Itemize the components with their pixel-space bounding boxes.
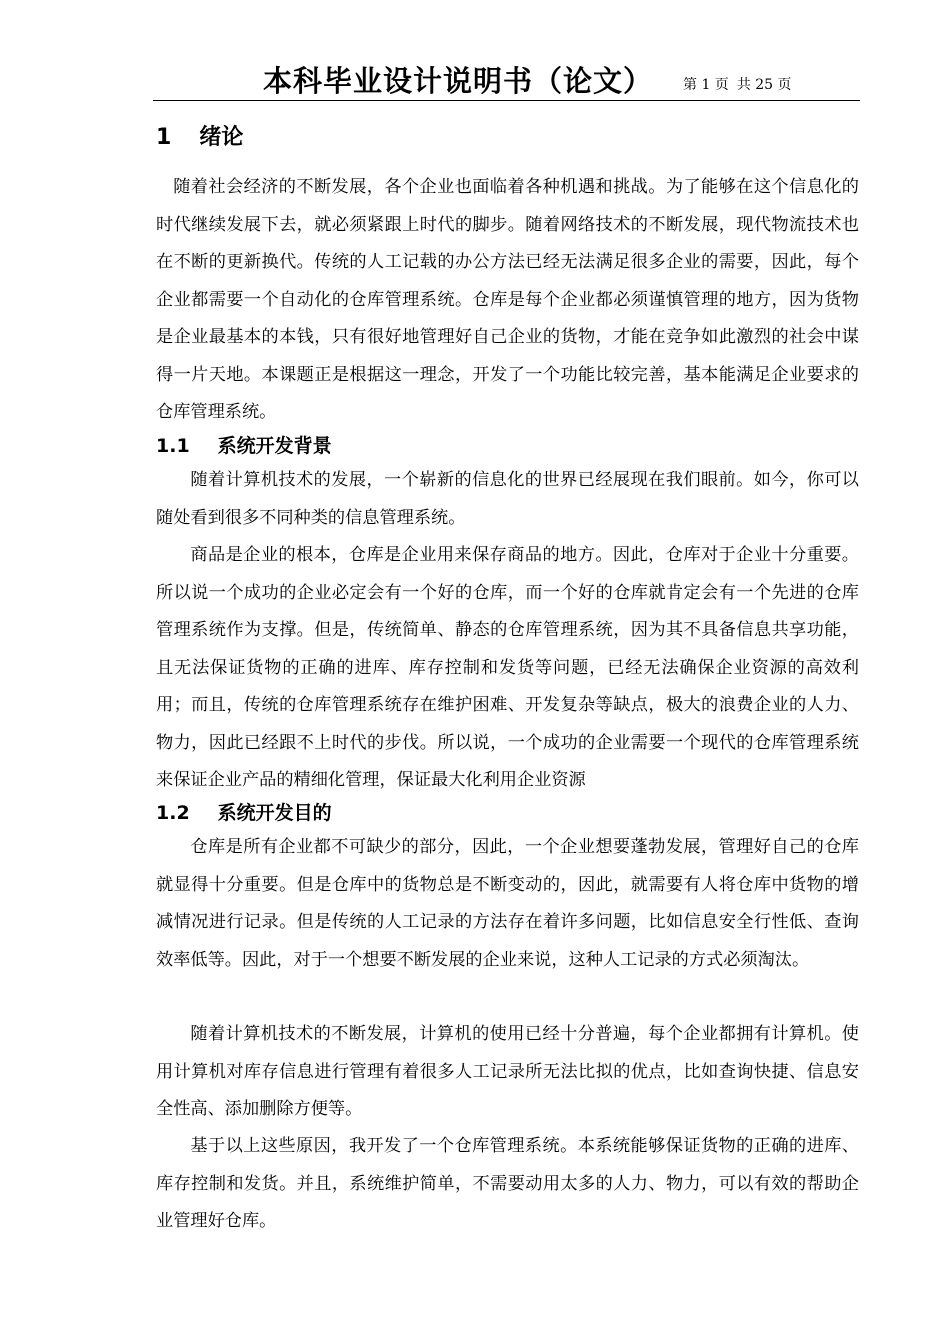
- section-1-2-heading: [156, 801, 332, 825]
- section-number: 1.2: [156, 802, 190, 824]
- page-current: 第 1 页: [683, 77, 729, 93]
- section-title: 系统开发目的: [217, 802, 332, 824]
- section-1-1-paragraph-1: 随着计算机技术的发展，一个崭新的信息化的世界已经展现在我们眼前。如今，你可以随处看到很多不同种类的信息管理系统。: [156, 470, 859, 528]
- page-header: [153, 62, 860, 101]
- section-1-paragraph: 随着社会经济的不断发展，各个企业也面临着各种机遇和挑战。为了能够在这个信息化的时代继续发展下去，就必须紧跟上时代的脚步。随着网络技术的不断发展，现代物流技术也在不断的更新换代。传统的人工记载的办公方法已经无法满足很多企业的需要，因此，每个企业都需要一个自动化的仓库管理系统。仓库是每个企业都必须谨慎管理的地方，因为货物是企业最基本的本钱，只有很好地管理好自己企业的货物，才能在竞争如此激烈的社会中谋得一片天地。本课题正是根据这一理念，开发了一个功能比较完善，基本能满足企业要求的仓库管理系统。: [156, 177, 859, 422]
- section-number: 1: [156, 125, 172, 150]
- header-title: 本科毕业设计说明书（论文）: [263, 64, 654, 98]
- section-1-2-paragraph-2: 随着计算机技术的不断发展，计算机的使用已经十分普遍，每个企业都拥有计算机。使用计算机对库存信息进行管理有着很多人工记录所无法比拟的优点，比如查询快捷、信息安全性高、添加删除方便等。: [156, 1024, 859, 1119]
- section-1-1-paragraph-2: 商品是企业的根本，仓库是企业用来保存商品的地方。因此，仓库对于企业十分重要。所以说一个成功的企业必定会有一个好的仓库，而一个好的仓库就肯定会有一个先进的仓库管理系统作为支撑。但是，传统简单、静态的仓库管理系统，因为其不具备信息共享功能，且无法保证货物的正确的进库、库存控制和发货等问题，已经无法确保企业资源的高效利用；而且，传统的仓库管理系统存在维护困难、开发复杂等缺点，极大的浪费企业的人力、物力，因此已经跟不上时代的步伐。所以说，一个成功的企业需要一个现代的仓库管理系统来保证企业产品的精细化管理，保证最大化利用企业资源: [156, 545, 859, 790]
- section-number: 1.1: [156, 435, 190, 457]
- page-total: 共 25 页: [736, 77, 792, 93]
- page-number: [683, 76, 800, 94]
- section-title: 系统开发背景: [217, 435, 332, 457]
- section-1-1-heading: [156, 434, 332, 458]
- section-title: 绪论: [199, 125, 244, 150]
- section-1-2-paragraph-1: 仓库是所有企业都不可缺少的部分，因此，一个企业想要蓬勃发展，管理好自己的仓库就显得十分重要。但是仓库中的货物总是不断变动的，因此，就需要有人将仓库中货物的增减情况进行记录。但是传统的人工记录的方法存在着许多问题，比如信息安全行性低、查询效率低等。因此，对于一个想要不断发展的企业来说，这种人工记录的方式必须淘汰。: [156, 837, 859, 970]
- section-1-heading: [156, 124, 243, 152]
- section-1-2-paragraph-3: 基于以上这些原因，我开发了一个仓库管理系统。本系统能够保证货物的正确的进库、库存控制和发货。并且，系统维护简单，不需要动用太多的人力、物力，可以有效的帮助企业管理好仓库。: [156, 1136, 859, 1231]
